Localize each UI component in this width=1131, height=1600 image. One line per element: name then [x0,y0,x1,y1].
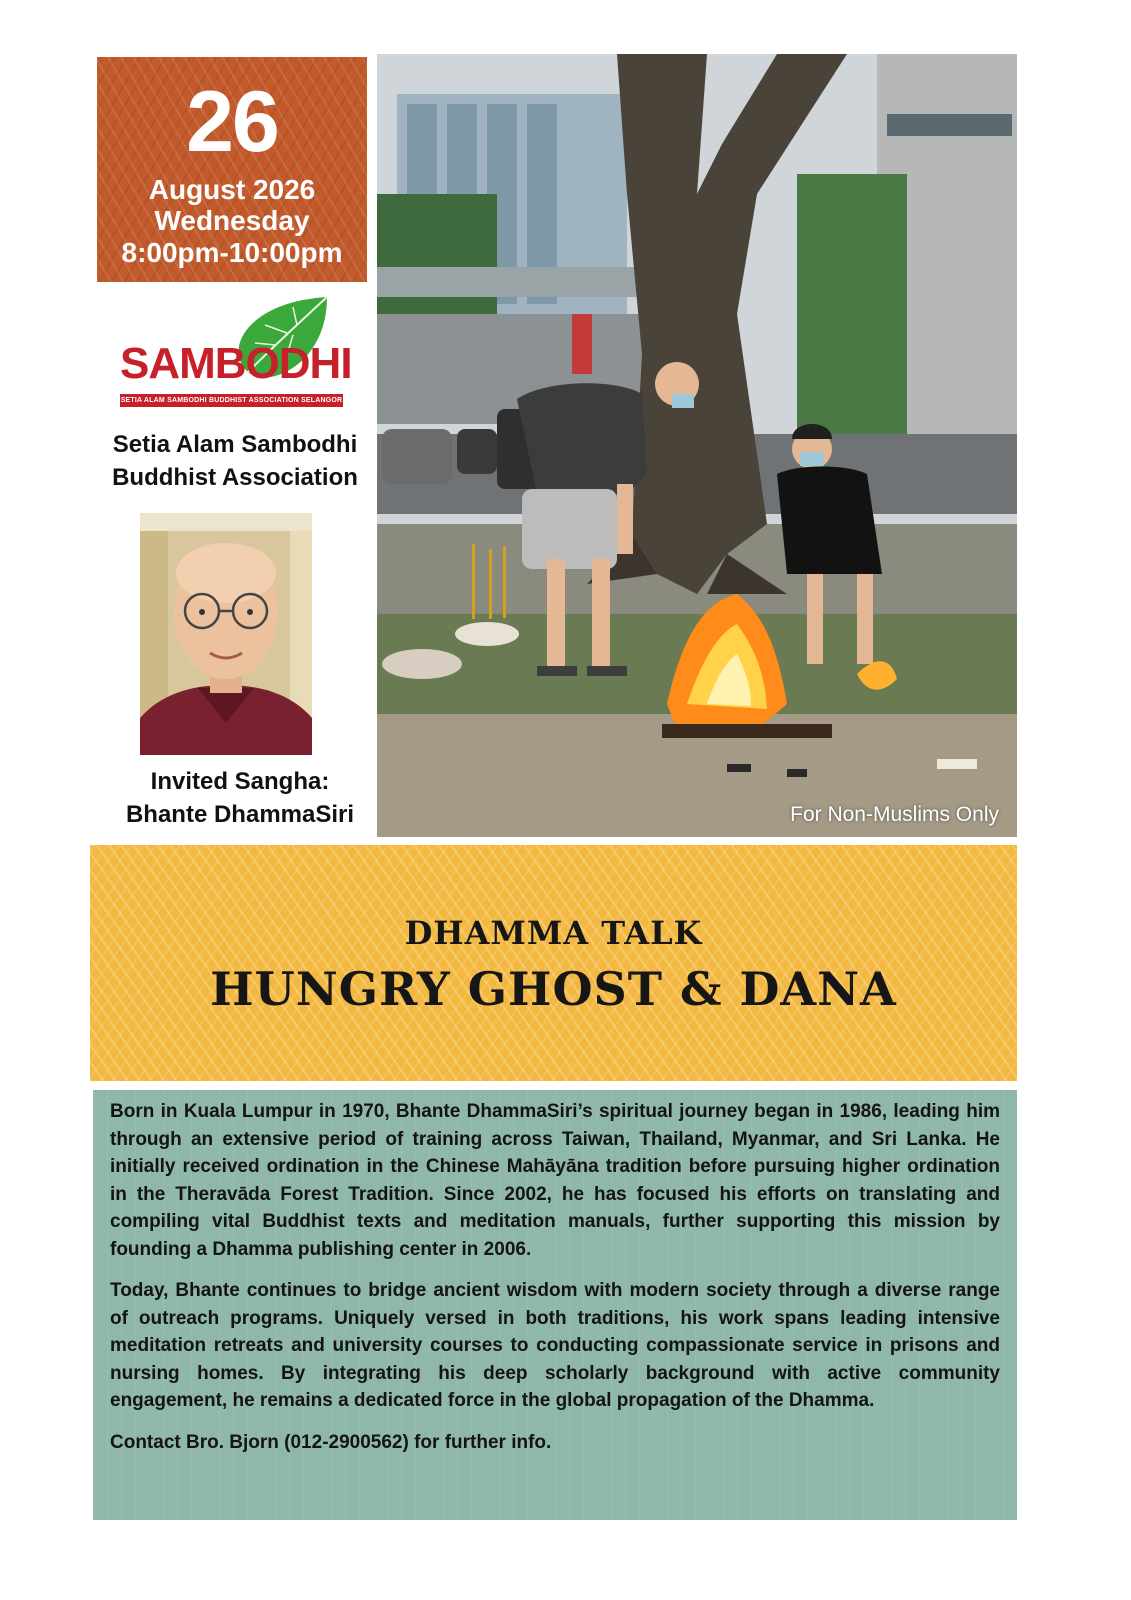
photo-caption: For Non-Muslims Only [790,803,999,826]
event-time: 8:00pm-10:00pm [121,237,343,268]
organization-name-line1: Setia Alam Sambodhi [112,431,358,458]
speaker-bio [93,1090,1017,1520]
logo-subtitle: SETIA ALAM SAMBODHI BUDDHIST ASSOCIATION SELANGOR [120,394,343,407]
ritual-photo-image [377,54,1017,837]
organization-name-line2: Buddhist Association [112,464,358,491]
bio-paragraph-2: Today, Bhante continues to bridge ancient wisdom with modern society through a diverse range of outreach programs. Uniquely versed in both traditions, his work spans leading intensive meditation retreats and university courses to conducting compassionate service in prisons and nursing homes. By integrating his deep scholarly background with active community engagement, he remains a dedicated force in the global propagation of the Dhamma. [110,1280,1000,1411]
speaker-portrait [140,513,312,755]
bio-paragraph-1: Born in Kuala Lumpur in 1970, Bhante DhammaSiri’s spiritual journey began in 1986, leading him through an extensive period of training across Taiwan, Thailand, Myanmar, and Sri Lanka. He initially received ordination in the Chinese Mahāyāna tradition before pursuing higher ordination in the Theravāda Forest Tradition. Since 2002, he has focused his efforts on translating and compiling vital Buddhist texts and meditation manuals, further supporting this mission by founding a Dhamma publishing center in 2006. [110,1101,1000,1260]
speaker-name: Bhante DhammaSiri [125,801,355,828]
talk-label: DHAMMA TALK [404,914,703,952]
organization-name [90,428,380,494]
invited-sangha-label: Invited Sangha: [150,768,330,795]
event-weekday: Wednesday [154,205,310,236]
sambodhi-logo [115,295,350,420]
ritual-photo [377,54,1017,837]
talk-title: HUNGRY GHOST & DANA [210,962,897,1016]
speaker-portrait-image [140,513,312,755]
event-date-block [97,57,367,282]
event-day: 26 [186,74,278,170]
event-month-year: August 2026 [148,174,316,205]
logo-wordmark: SAMBODHI [120,339,352,388]
invited-sangha [85,765,395,831]
contact-info: Contact Bro. Bjorn (012-2900562) for further info. [110,1431,552,1453]
talk-banner [90,845,1017,1081]
